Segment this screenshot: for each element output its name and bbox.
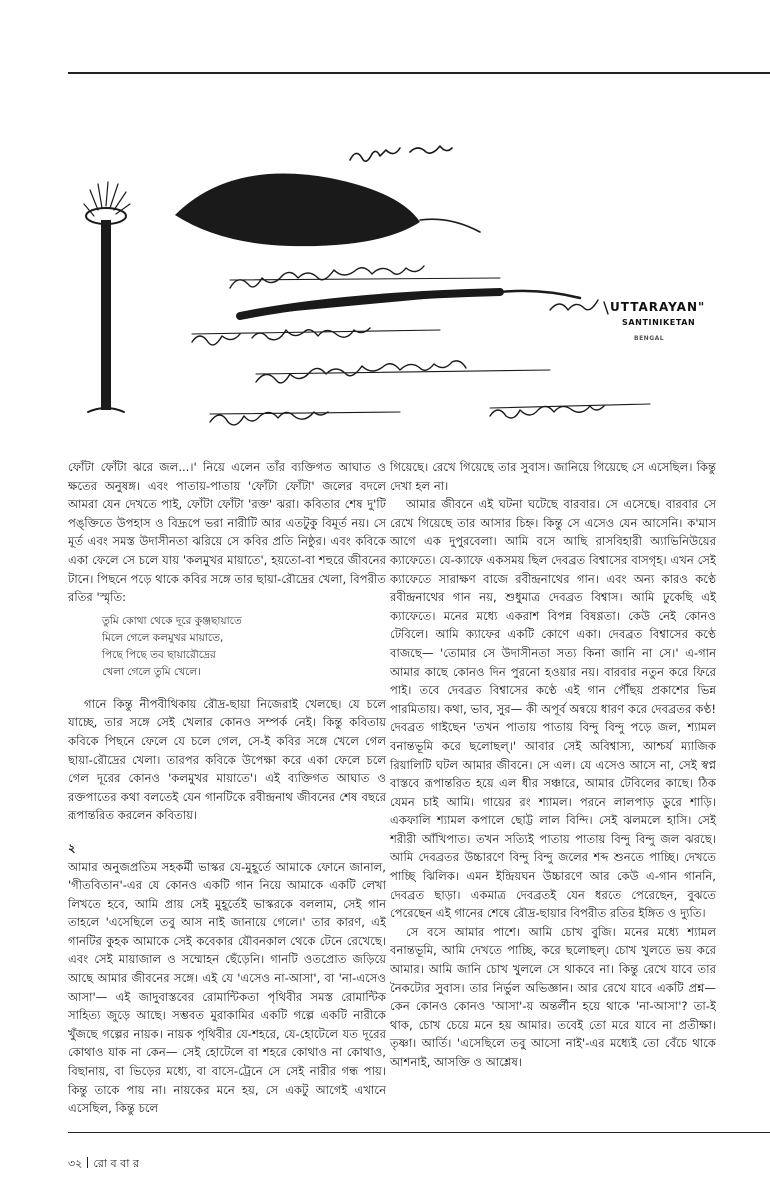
paragraph: আমার অনুজপ্রতিম সহকর্মী ভাস্কর যে-মুহূর্তে আমাকে ফোনে জানাল, 'গীতবিতান'-এর যে কোনও একটি গান নিয়ে আমাকে একটি লেখা লিখতে হবে, আমি প্রায় সেই মুহূর্তেই ভাস্করকে বললাম, সেই গান তাহলে 'এসেছিলে তবু আস নাই জানায়ে গেলে।' তার কারণ, এই গানটির কুহক আমাকে সেই কবেকার যৌবনকাল থেকে টেনে রেখেছে। এবং সেই মায়াজাল ও সম্মোহন ছেঁড়েনি। গানটি ওতপ্রোত জড়িয়ে আছে আমার জীবনের সঙ্গে। এই যে 'এসেও না-আসা', বা 'না-এসেও আসা'— এই জাদুবাস্তবের রোমান্টিকতা পৃথিবীর সমস্ত রোমান্টিক সাহিত্য জুড়ে আছে। সম্ভবত মুরাকামির একটি গল্পে একটি নারীকে খুঁজছে গল্পের নায়ক। নায়ক পৃথিবীর যে-শহরে, যে-হোটেলে যত দূরের কোথাও যাক না কেন— সেই হোটেলে বা শহরে কোথাও না কোথাও, বিছানায়, বা ভিড়ের মধ্যে, বা বাসে-ট্রেনে সে সেই নারীর গন্ধ পায়। কিন্তু তাকে পায় না। নায়কের মনে হয়, সে একটু আগেই এখানে এসেছিল, কিন্তু চলে [68, 859, 386, 1116]
paragraph: গিয়েছে। রেখে গিয়েছে তার সুবাস। জানিয়ে গিয়েছে সে এসেছিল। কিন্তু দেখা হল না। [390, 460, 716, 493]
verse-line: পিছে পিছে তব ছায়ারৌদ্রের [102, 648, 216, 661]
section-number: ২ [68, 840, 76, 855]
bottom-rule [68, 1132, 770, 1133]
right-column [390, 458, 716, 1072]
paragraph: গানে কিন্তু নীপবীথিকায় রৌদ্র-ছায়া নিজেরাই খেলছে। যে চলে যাচ্ছে, তার সঙ্গে সেই খেলার কোনও সম্পর্ক নেই। কিন্তু কবিতায় কবিকে পিছনে ফেলে যে চলে গেল, সে-ই কবির সঙ্গে খেলে গেল ছায়া-রৌদ্রের খেলা। তারপর কবিকে উপেক্ষা করে একা ফেলে চলে গেল দূরের কোনও 'কলমুখর মায়াতে'। এই ব্যক্তিগত আঘাত ও রক্তপাতের কথা বলতেই যেন গানটিকে রবীন্দ্রনাথ জীবনের শেষ বছরে রূপান্তরিত করলেন কবিতায়। [68, 696, 386, 823]
verse-line: খেলা গেলে তুমি খেলে। [102, 665, 201, 678]
letterhead-line1: UTTARAYAN" [610, 300, 706, 314]
magazine-name: রো ব বা র [93, 1157, 139, 1170]
verse-block [102, 613, 386, 681]
left-column [68, 458, 386, 1118]
folio-divider [87, 1157, 88, 1168]
paragraph: ফোঁটা ফোঁটা ঝরে জল...।' নিয়ে এলেন তাঁর ব্যক্তিগত আঘাত ও ক্ষতের অনুষঙ্গ। এবং পাতায়-পাতায় 'ফোঁটা ফোঁটা' জলের বদলে আমরা যেন দেখতে পাই, ফোঁটা ফোঁটা 'রক্ত' ঝরা। কবিতার শেষ দু'টি পঙ্‌ক্তিতে উপহাস ও বিদ্রূপে ভরা নারীটি আর এতটুকু বিমূর্ত নয়। সে মূর্ত এবং সমস্ত উদাসীনতা ঝরিয়ে সে কবির প্রতি নিষ্ঠুর। এবং কবিকে একা ফেলে সে চলে যায় 'কলমুখর মায়াতে', হয়তো-বা শহুরে জীবনের টানে। পিছনে পড়ে থাকে কবির সঙ্গে তার ছায়া-রৌদ্রের খেলা, বিপরীত রতির 'স্মৃতি: [68, 460, 386, 605]
folio [68, 1155, 139, 1174]
top-rule [68, 72, 770, 74]
manuscript-drawing [80, 120, 680, 445]
tree-sketch [84, 182, 130, 224]
manuscript-image [80, 120, 706, 445]
letterhead-line2: SANTINIKETAN [622, 318, 696, 327]
letterhead [610, 300, 760, 342]
paragraph: আমার জীবনে এই ঘটনা ঘটেছে বারবার। সে এসেছে। বারবার সে রেখে গিয়েছে তার আসার চিহ্ন। কিন্তু সে এসেও যেন আসেনি। ক'মাস আগে এক দুপুরবেলা। আমি বসে আছি রাসবিহারী অ্যাভিনিউয়ের ক্যাফেতে। যে-ক্যাফে একসময় ছিল দেবব্রত বিশ্বাসের বাসগৃহ। এখন সেই ক্যাফেতে সারাক্ষণ বাজে রবীন্দ্রনাথের গান। এবং অন্য কারও কণ্ঠে রবীন্দ্রনাথের গান নয়, শুধুমাত্র দেবব্রত বিশ্বাস। আমি ঢুকেছি এই ক্যাফেতে। মনের মধ্যে একরাশ বিপন্ন বিষণ্ণতা। কেউ নেই কোনও টেবিলে। আমি ক্যাফের একটি কোণে একা। দেবব্রত বিশ্বাসের কণ্ঠে বাজছে— 'তোমার সে উদাসীনতা সত্য কিনা জানি না সে।' এ-গান আমার কাছে কোনও দিন পুরনো হওয়ার নয়। বারবার নতুন করে ফিরে পাই। তবে দেবব্রত বিশ্বাসের কণ্ঠে এই গান পৌঁছয় প্রকাশের ভিন্ন পারমিতায়। কথা, ভাব, সুর— কী অপূর্ব অন্বয়ে ধারণ করে দেবব্রতর কণ্ঠ! দেবব্রত গাইছেন 'তখন পাতায় পাতায় বিন্দু বিন্দু পড়ে জল, শ্যামল বনান্তভূমি করে ছলোছল্‌।' আবার সেই অবিশ্বাস্য, আশ্চর্য ম্যাজিক রিয়ালিটি ঘটল আমার জীবনে। সে এল। যে এসেও আসে না, সেই স্বপ্ন বাস্তবে রূপান্তরিত হয়ে এল ধীর সঞ্চারে, আমার টেবিলের কাছে। ঠিক যেমন চাই আমি। গায়ের রং শ্যামল। পরনে লালপাড় ডুরে শাড়ি। একফালি শ্যামল কপালে ছোট্ট লাল বিন্দি। সেই ঝলমলে হাসি। সেই শরীরী আঁখিপাত। তখন সত্যিই পাতায় পাতায় বিন্দু বিন্দু জল ঝরছে। আমি দেবব্রতর উচ্চারণে বিন্দু বিন্দু জলের শব্দ শুনতে পাচ্ছি। দেখতে পাচ্ছি ঝিলিক। এমন ইন্দ্রিয়ঘন উচ্চারণে আর কেউ এ-গান গাননি, দেবব্রত ছাড়া। একমাত্র দেবব্রতই যেন ধরতে পেরেছেন, বুঝতে পেরেছেন এই গানের শেষে রৌদ্র-ছায়ার বিপরীত রতির ইঙ্গিত ও দ্যুতি। [390, 497, 716, 921]
page-number: ৩২ [68, 1157, 83, 1170]
paragraph: সে বসে আমার পাশে। আমি চোখ বুজি। মনের মধ্যে শ্যামল বনান্তভূমি, আমি দেখতে পাচ্ছি, করে ছলোছল্‌। চোখ খুলতে ভয় করে আমার। আমি জানি চোখ খুললে সে থাকবে না। কিন্তু রেখে যাবে তার নৈকট্যের সুবাস। তার নির্ভুল অভিজ্ঞান। আর রেখে যাবে একটি প্রশ্ন— কেন কোনও কোনও 'আসা'-য় অন্তর্লীন হয়ে থাকে 'না-আসা'? তা-ই থাক, চোখ চেয়ে মনে হয় আমার। তবেই তো মরে যাবে না প্রতীক্ষা। তৃষ্ণা। আর্তি। 'এসেছিলে তবু আসো নাই'-এর মধ্যেই তো বেঁচে থাকে আশনাই, আসক্তি ও আশ্লেষ। [390, 924, 716, 1069]
verse-line: মিলে গেলে কলমুখর মায়াতে, [102, 631, 224, 644]
letterhead-line3: BENGAL [634, 335, 665, 342]
verse-line: তুমি কোথা থেকে দূরে কুঞ্জছায়াতে [102, 614, 242, 627]
